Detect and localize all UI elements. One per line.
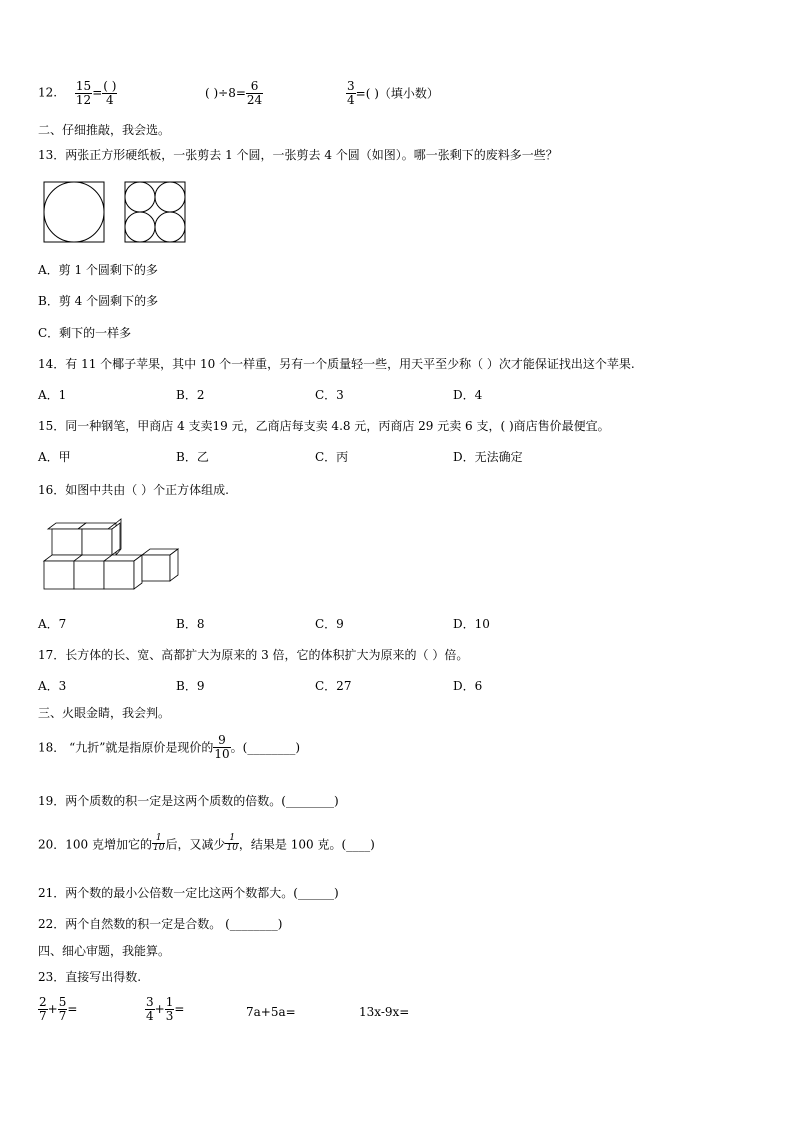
cubes-figure — [42, 518, 184, 594]
cube-front-face — [104, 561, 134, 589]
circle-small — [125, 182, 155, 212]
question-15-text: 15．同一种钢笔，甲商店 4 支卖19 元，乙商店每支卖 4.8 元，丙商店 29 元卖 6 支，( )商店售价最便宜。 — [38, 419, 610, 433]
option-a: A．甲 — [38, 450, 71, 464]
fraction: $\frac{3}{4}$ — [347, 79, 355, 107]
question-13-text: 13．两张正方形硬纸板，一张剪去 1 个圆，一张剪去 4 个圆（如图）。哪一张剩下的废料多一些？ — [38, 148, 558, 162]
option-d: D．10 — [453, 617, 490, 631]
circle-small — [155, 212, 185, 242]
expression-1: $\frac{2}{7}$ + $\frac{5}{7}$ = — [39, 995, 78, 1023]
fraction: $\frac{2}{7}$ — [39, 995, 47, 1023]
cube-front-face — [82, 529, 112, 555]
question-12-part3: $\frac{3}{4}$ =( )（填小数） — [347, 79, 439, 107]
question-18: 18． “九折”就是指原价是现价的 $\frac{9}{10}$ 。(________) — [38, 733, 301, 761]
fraction: $\frac{1}{10}$ — [153, 833, 165, 854]
option-c: C．剩下的一样多 — [38, 326, 132, 340]
question-number: 12. — [38, 85, 58, 100]
option-d: D．4 — [453, 388, 483, 402]
cube-front-face — [74, 561, 104, 589]
option-b: B．8 — [176, 617, 205, 631]
question-12-part2: ( )÷8= $\frac{6}{24}$ — [205, 79, 263, 107]
option-b: B．9 — [176, 679, 205, 693]
fraction: $\frac{3}{4}$ — [146, 995, 154, 1023]
fraction: $\frac{6}{24}$ — [246, 79, 263, 107]
section-heading: 二、仔细推敲，我会选。 — [38, 123, 171, 137]
option-c: C．3 — [315, 388, 344, 402]
option-b: B．乙 — [176, 450, 209, 464]
question-14-text: 14．有 11 个椰子苹果，其中 10 个一样重，另有一个质量轻一些，用天平至少称（ ）次才能保证找出这个苹果. — [38, 357, 635, 371]
section-heading: 四、细心审题，我能算。 — [38, 944, 171, 958]
option-a: A．1 — [38, 388, 67, 402]
fraction: $\frac{15}{12}$ — [75, 79, 92, 107]
question-16-text: 16．如图中共由（ ）个正方体组成. — [38, 483, 229, 497]
question-17-text: 17．长方体的长、宽、高都扩大为原来的 3 倍，它的体积扩大为原来的（ ）倍。 — [38, 648, 469, 662]
option-d: D．无法确定 — [453, 450, 523, 464]
cube-front-face — [44, 561, 74, 589]
expression-3: 7a+5a= — [246, 1005, 296, 1019]
square-circles-figure — [42, 180, 188, 244]
fraction-blank: $\frac{( )}{4}$ — [103, 79, 117, 107]
cube-front-face — [142, 555, 170, 581]
expression-4: 13x-9x= — [359, 1005, 410, 1019]
circle-small — [155, 182, 185, 212]
question-21: 21．两个数的最小公倍数一定比这两个数都大。(______) — [38, 886, 339, 900]
cube-side-face — [170, 549, 178, 581]
question-20: 20．100 克增加它的 $\frac{1}{10}$ 后，又减少 $\frac{1}{10}$ ，结果是 100 克。(____) — [38, 833, 375, 854]
cube-side-face — [112, 523, 120, 555]
cube-top-face — [44, 555, 82, 561]
section-heading: 三、火眼金睛，我会判。 — [38, 706, 171, 720]
cube-side-face — [134, 555, 142, 589]
question-22: 22．两个自然数的积一定是合数。 (________) — [38, 917, 283, 931]
option-c: C．丙 — [315, 450, 349, 464]
fraction: $\frac{5}{7}$ — [58, 995, 67, 1023]
cube-front-face — [52, 529, 82, 555]
question-12: 12. $\frac{15}{12}$ = $\frac{( )}{4}$ — [38, 79, 117, 107]
fraction: $\frac{9}{10}$ — [214, 733, 230, 761]
square-board-2 — [125, 182, 185, 242]
question-23-text: 23．直接写出得数. — [38, 970, 142, 984]
option-a: A．3 — [38, 679, 67, 693]
option-a: A．7 — [38, 617, 67, 631]
circle-small — [125, 212, 155, 242]
option-b: B．2 — [176, 388, 205, 402]
fraction: $\frac{1}{10}$ — [226, 833, 238, 854]
expression-2: $\frac{3}{4}$ + $\frac{1}{3}$ = — [146, 995, 185, 1023]
option-c: C．9 — [315, 617, 344, 631]
question-19: 19．两个质数的积一定是这两个质数的倍数。(________) — [38, 794, 339, 808]
fraction: $\frac{1}{3}$ — [165, 995, 174, 1023]
option-b: B．剪 4 个圆剩下的多 — [38, 294, 159, 308]
option-d: D．6 — [453, 679, 483, 693]
option-a: A．剪 1 个圆剩下的多 — [38, 263, 158, 277]
option-c: C．27 — [315, 679, 352, 693]
circle-large — [44, 182, 104, 242]
